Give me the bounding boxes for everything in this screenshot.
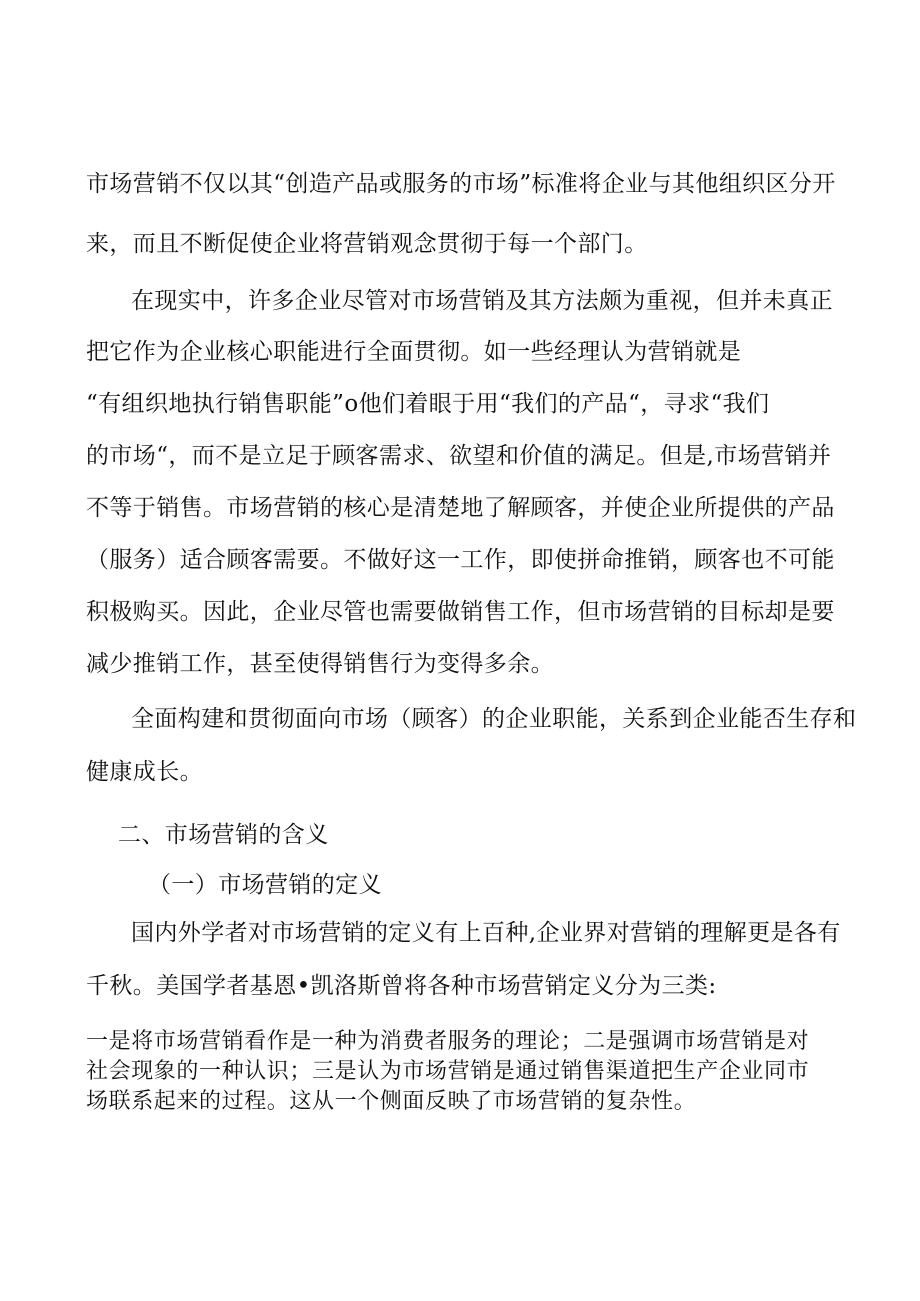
paragraph-2-line-3: “有组织地执行销售职能”o他们着眼于用“我们的产品“，寻求“我们 xyxy=(86,391,770,417)
paragraph-4-line-1: 国内外学者对市场营销的定义有上百种,企业界对营销的理解更是各有 xyxy=(131,920,841,946)
paragraph-3-line-1: 全面构建和贯彻面向市场（顾客）的企业职能，关系到企业能否生存和 xyxy=(131,706,857,732)
paragraph-2-line-5: 不等于销售。市场营销的核心是清楚地了解顾客，并使企业所提供的产品 xyxy=(86,495,835,521)
section-heading: 二、市场营销的含义 xyxy=(118,822,329,848)
paragraph-3-line-2: 健康成长。 xyxy=(86,759,203,785)
paragraph-5-line-2: 社会现象的一种认识；三是认为市场营销是通过销售渠道把生产企业同市 xyxy=(86,1059,810,1084)
paragraph-2-line-6: （服务）适合顾客需要。不做好这一工作，即使拼命推销，顾客也不可能 xyxy=(86,547,835,573)
paragraph-2-line-7: 积极购买。因此，企业尽管也需要做销售工作，但市场营销的目标却是要 xyxy=(86,599,835,625)
paragraph-1-line-1: 市场营销不仅以其“创造产品或服务的市场”标准将企业与其他组织区分开 xyxy=(86,171,836,197)
paragraph-2-line-4: 的市场“，而不是立足于顾客需求、欲望和价值的满足。但是,市场营销并 xyxy=(86,443,832,469)
paragraph-1-line-2: 来，而且不断促使企业将营销观念贯彻于每一个部门。 xyxy=(86,231,648,257)
paragraph-5-line-1: 一是将市场营销看作是一种为消费者服务的理论；二是强调市场营销是对 xyxy=(86,1029,810,1054)
subsection-heading: （一）市场营销的定义 xyxy=(148,872,382,898)
paragraph-2-line-2: 把它作为企业核心职能进行全面贯彻。如一些经理认为营销就是 xyxy=(86,339,742,365)
paragraph-2-line-1: 在现实中，许多企业尽管对市场营销及其方法颇为重视，但并未真正 xyxy=(131,288,833,314)
paragraph-2-line-8: 减少推销工作，甚至使得销售行为变得多余。 xyxy=(86,651,554,677)
paragraph-5-line-3: 场联系起来的过程。这从一个侧面反映了市场营销的复杂性。 xyxy=(86,1089,697,1114)
paragraph-4-line-2: 千秋。美国学者基恩•凯洛斯曾将各种市场营销定义分为三类: xyxy=(86,973,717,999)
